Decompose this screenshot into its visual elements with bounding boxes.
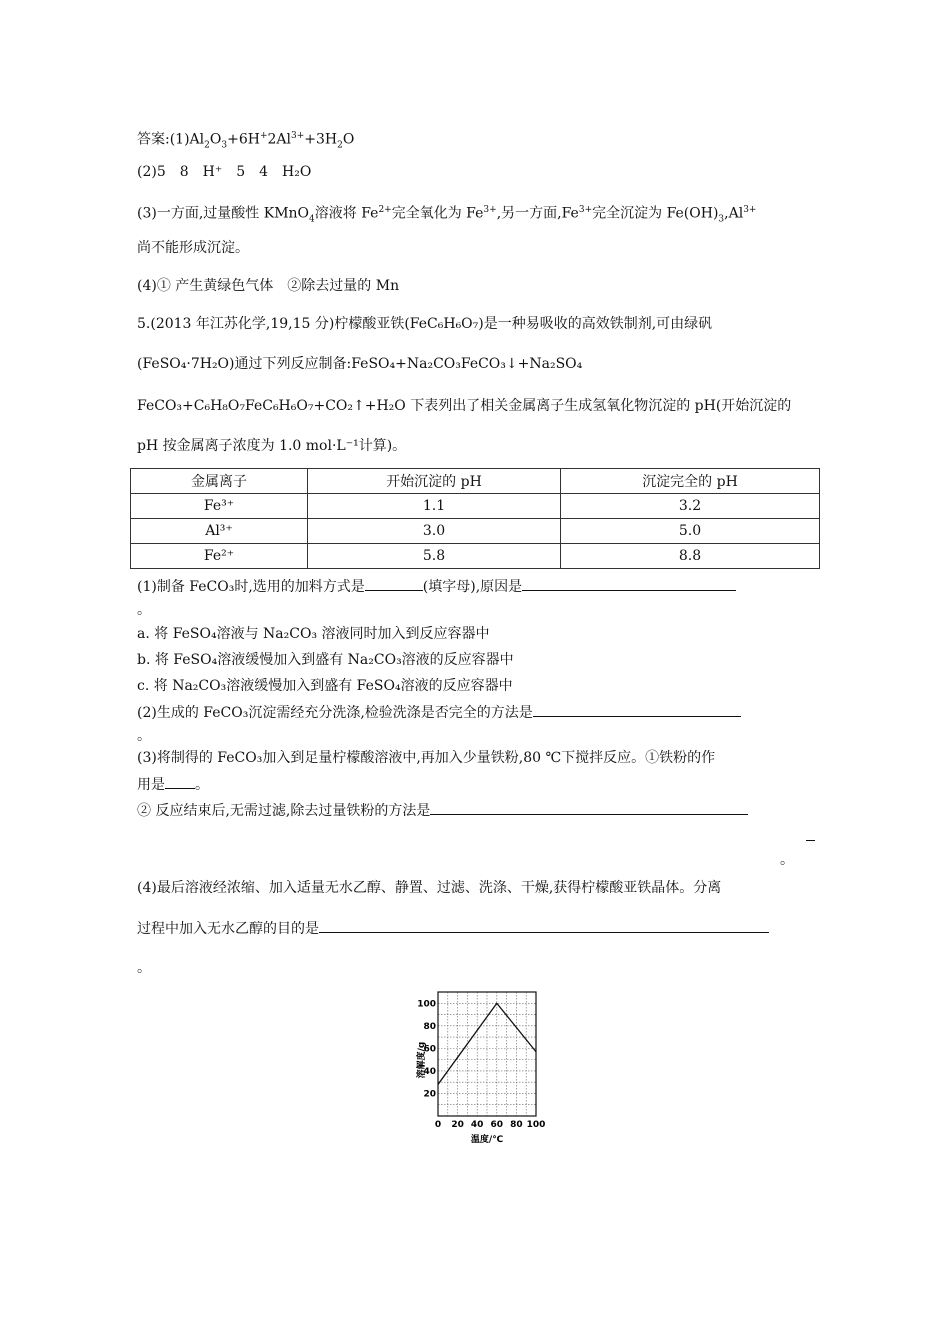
x-axis-label: 温度/℃ bbox=[470, 1135, 504, 1145]
q5-part3-line2: 用是 。 bbox=[137, 774, 209, 795]
table-row bbox=[131, 519, 820, 544]
answer-blank[interactable] bbox=[430, 800, 748, 815]
answer-2: (2)5 8 H⁺ 5 4 H₂O bbox=[137, 164, 312, 180]
y-tick-label: 40 bbox=[423, 1066, 436, 1077]
table-header: 开始沉淀的 pH bbox=[308, 469, 561, 494]
option-a: a. 将 FeSO₄溶液与 Na₂CO₃ 溶液同时加入到反应容器中 bbox=[137, 626, 490, 642]
x-tick-label: 80 bbox=[510, 1120, 523, 1130]
q5-part3-2: ② 反应结束后,无需过滤,除去过量铁粉的方法是 bbox=[137, 800, 748, 821]
q5-part1: (1)制备 FeCO₃时,选用的加料方式是 (填字母),原因是 bbox=[137, 576, 736, 597]
solubility-chart bbox=[417, 990, 560, 1160]
x-tick-label: 0 bbox=[434, 1120, 442, 1130]
x-tick-label: 40 bbox=[470, 1120, 484, 1130]
table-header-row bbox=[131, 469, 820, 494]
q5-intro-3: FeCO₃+C₆H₈O₇FeC₆H₆O₇+CO₂↑+H₂O 下表列出了相关金属离子生成氢氧化物沉淀的 pH(开始沉淀的 bbox=[137, 398, 792, 414]
ph-table bbox=[130, 468, 820, 569]
answer-blank[interactable] bbox=[165, 774, 195, 789]
table-cell: Fe³⁺ bbox=[131, 494, 308, 519]
table-cell: 3.0 bbox=[308, 519, 561, 544]
option-b: b. 将 FeSO₄溶液缓慢加入到盛有 Na₂CO₃溶液的反应容器中 bbox=[137, 652, 514, 668]
answer-4: (4)① 产生黄绿色气体 ②除去过量的 Mn bbox=[137, 278, 400, 294]
table-cell: Fe²⁺ bbox=[131, 544, 308, 569]
y-tick-label: 100 bbox=[417, 999, 436, 1010]
table-cell: 1.1 bbox=[308, 494, 561, 519]
answer-3-line2: 尚不能形成沉淀。 bbox=[137, 240, 249, 256]
answer-blank[interactable] bbox=[365, 576, 423, 591]
table-cell: 5.0 bbox=[561, 519, 820, 544]
y-tick-label: 20 bbox=[423, 1089, 436, 1100]
q5-intro-1: 5.(2013 年江苏化学,19,15 分)柠檬酸亚铁(FeC₆H₆O₇)是一种易吸收的高效铁制剂,可由绿矾 bbox=[137, 316, 713, 332]
dash bbox=[806, 840, 815, 841]
answer-blank[interactable] bbox=[522, 576, 736, 591]
q5-part2: (2)生成的 FeCO₃沉淀需经充分洗涤,检验洗涤是否完全的方法是 bbox=[137, 702, 741, 723]
option-c: c. 将 Na₂CO₃溶液缓慢加入到盛有 FeSO₄溶液的反应容器中 bbox=[137, 678, 513, 694]
period: 。 bbox=[780, 852, 794, 868]
y-tick-label: 60 bbox=[423, 1044, 436, 1055]
table-cell: Al³⁺ bbox=[131, 519, 308, 544]
period: 。 bbox=[137, 728, 151, 744]
q5-part3-line1: (3)将制得的 FeCO₃加入到足量柠檬酸溶液中,再加入少量铁粉,80 ℃下搅拌反应。①铁粉的作 bbox=[137, 750, 716, 766]
q5-intro-2: (FeSO₄·7H₂O)通过下列反应制备:FeSO₄+Na₂CO₃FeCO₃↓+Na₂SO₄ bbox=[137, 356, 583, 372]
y-axis-label: 溶解度/g bbox=[417, 1041, 427, 1079]
q5-part4-line2: 过程中加入无水乙醇的目的是 bbox=[137, 918, 769, 939]
table-row bbox=[131, 544, 820, 569]
answer-blank[interactable] bbox=[319, 918, 769, 933]
answer-1: 答案$:(1)Al_2O_3+6H^+2Al^{3+}+3H_2O$ bbox=[137, 131, 355, 151]
table-cell: 8.8 bbox=[561, 544, 820, 569]
table-row bbox=[131, 494, 820, 519]
x-tick-label: 100 bbox=[526, 1120, 546, 1130]
q5-intro-4: pH 按金属离子浓度为 1.0 mol·L⁻¹计算)。 bbox=[137, 438, 407, 454]
x-tick-label: 60 bbox=[490, 1120, 504, 1130]
table-header: 沉淀完全的 pH bbox=[561, 469, 820, 494]
period: 。 bbox=[137, 960, 151, 976]
table-cell: 3.2 bbox=[561, 494, 820, 519]
table-header: 金属离子 bbox=[131, 469, 308, 494]
answer-3-line1: (3)一方面,过量酸性 KMnO$_4$溶液将 $Fe^{2+}$完全氧化为 $Fe^{3+}$,另一方面$,Fe^{3+}$完全沉淀为 $Fe(OH)_3,Al^{3+}$ bbox=[137, 205, 757, 225]
period: 。 bbox=[137, 602, 151, 618]
answer-blank[interactable] bbox=[533, 702, 741, 717]
x-tick-label: 20 bbox=[451, 1120, 464, 1130]
q5-part4-line1: (4)最后溶液经浓缩、加入适量无水乙醇、静置、过滤、洗涤、干燥,获得柠檬酸亚铁晶体。分离 bbox=[137, 880, 722, 896]
y-tick-label: 80 bbox=[423, 1021, 436, 1032]
table-cell: 5.8 bbox=[308, 544, 561, 569]
